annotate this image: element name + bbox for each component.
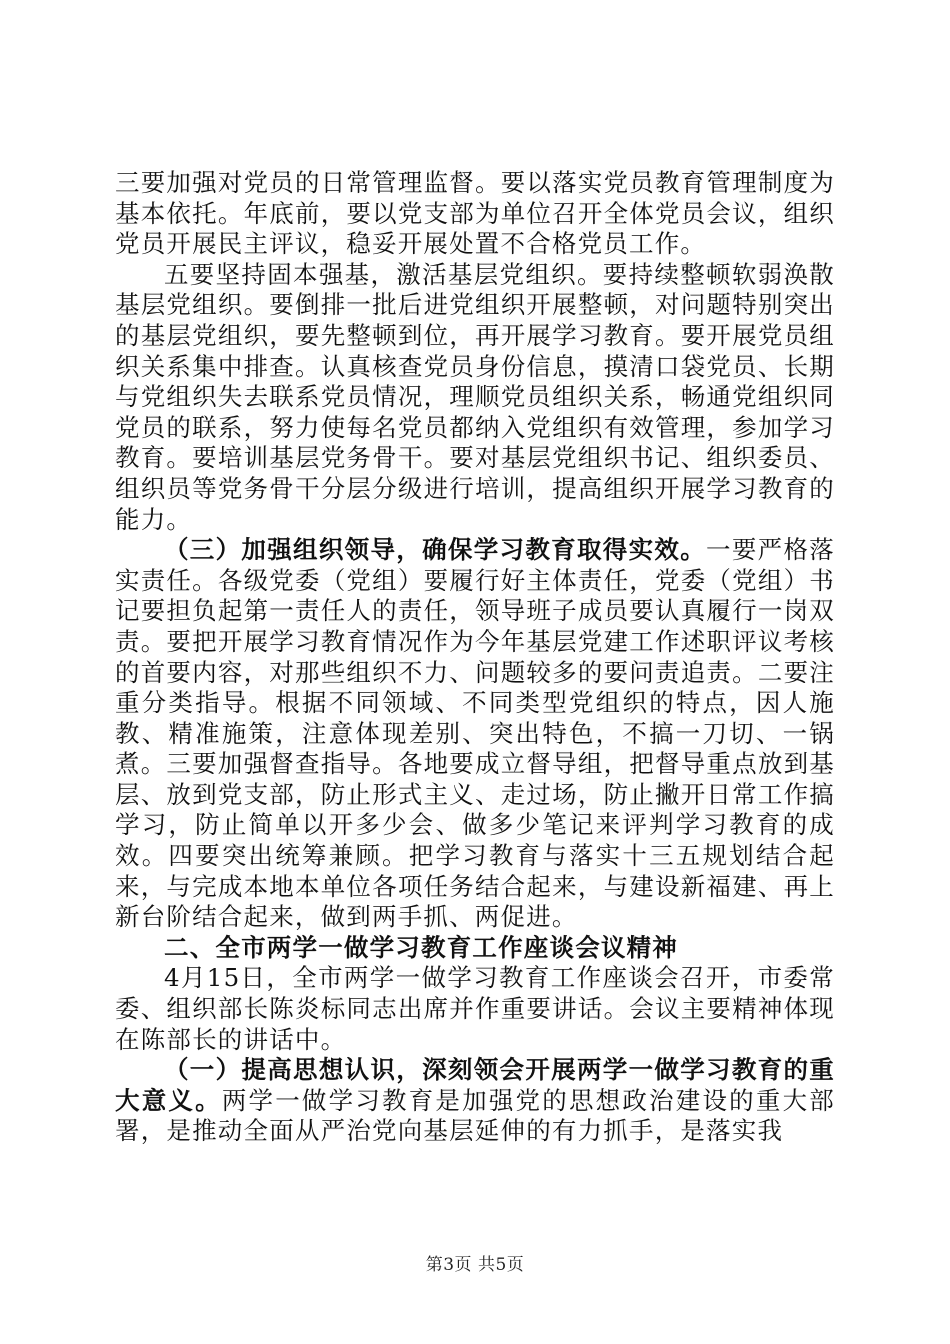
section-heading-2: 二、全市两学一做学习教育工作座谈会议精神 [164, 932, 678, 962]
subsection-heading-3: （三）加强组织领导，确保学习教育取得实效。 [164, 535, 707, 565]
paragraph-grassroots-organization: 五要坚持固本强基，激活基层党组织。要持续整顿软弱涣散基层党组织。要倒排一批后进党组织开展整顿，对问题特别突出的基层党组织，要先整顿到位，再开展学习教育。要开展党员组织关系集中排查。认真核查党员身份信息，摸清口袋党员、长期与党组织失去联系党员情况，理顺党员组织关系，畅通党组织同党员的联系，努力使每名党员都纳入党组织有效管理，参加学习教育。要培训基层党务骨干。要对基层党组织书记、组织委员、组织员等党务骨干分层分级进行培训，提高组织开展学习教育的能力。 [115, 259, 835, 534]
subsection-body-1: 两学一做学习教育是加强党的思想政治建设的重大部署，是推动全面从严治党向基层延伸的有力抓手，是落实我 [115, 1085, 835, 1146]
subsection-body-3: 一要严格落实责任。各级党委（党组）要履行好主体责任，党委（党组）书记要担负起第一责任人的责任，领导班子成员要认真履行一岗双责。要把开展学习教育情况作为今年基层党建工作述职评议考核的首要内容，对那些组织不力、问题较多的要问责追责。二要注重分类指导。根据不同领域、不同类型党组织的特点，因人施教、精准施策，注意体现差别、突出特色，不搞一刀切、一锅煮。三要加强督查指导。各地要成立督导组，把督导重点放到基层、放到党支部，防止形式主义、走过场，防止撇开日常工作搞学习，防止简单以开多少会、做多少笔记来评判学习教育的成效。四要突出统筹兼顾。把学习教育与落实十三五规划结合起来，与完成本地本单位各项任务结合起来，与建设新福建、再上新台阶结合起来，做到两手抓、两促进。 [115, 535, 835, 932]
paragraph-supervision: 三要加强对党员的日常管理监督。要以落实党员教育管理制度为基本依托。年底前，要以党支部为单位召开全体党员会议，组织党员开展民主评议，稳妥开展处置不合格党员工作。 [115, 168, 835, 259]
paragraph-significance [115, 1055, 835, 1147]
paragraph-organizational-leadership [115, 535, 835, 933]
subsection-heading-1: （一）提高思想认识，深刻领会开展两学一做学习教育的重大意义。 [115, 1055, 835, 1115]
document-body [115, 168, 835, 1147]
paragraph-meeting-summary: 4月15日，全市两学一做学习教育工作座谈会召开，市委常委、组织部长陈炎标同志出席并作重要讲话。会议主要精神体现在陈部长的讲话中。 [115, 963, 835, 1054]
page-number-footer: 第3页 共5页 [425, 1255, 525, 1275]
